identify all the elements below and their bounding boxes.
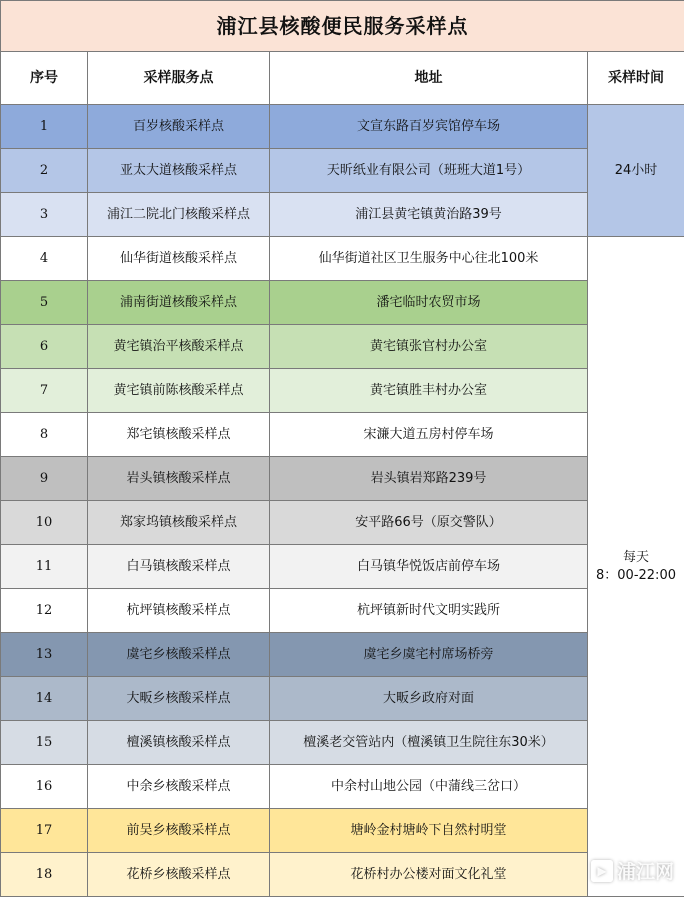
row-number: 16	[1, 765, 88, 809]
table-row	[1, 589, 684, 633]
row-address: 白马镇华悦饭店前停车场	[270, 545, 588, 589]
row-site-name: 仙华街道核酸采样点	[88, 237, 270, 281]
row-site-name: 黄宅镇治平核酸采样点	[88, 325, 270, 369]
table-row	[1, 281, 684, 325]
table-row	[1, 721, 684, 765]
table-row	[1, 413, 684, 457]
play-icon: ▶	[591, 860, 613, 882]
time-line-2: 8：00-22:00	[588, 567, 684, 585]
table-row	[1, 105, 684, 149]
row-address: 潘宅临时农贸市场	[270, 281, 588, 325]
row-address: 黄宅镇胜丰村办公室	[270, 369, 588, 413]
row-address: 虞宅乡虞宅村席场桥旁	[270, 633, 588, 677]
row-number: 2	[1, 149, 88, 193]
header-number: 序号	[1, 52, 88, 105]
table-row	[1, 369, 684, 413]
row-site-name: 浦江二院北门核酸采样点	[88, 193, 270, 237]
row-site-name: 岩头镇核酸采样点	[88, 457, 270, 501]
row-number: 9	[1, 457, 88, 501]
row-site-name: 黄宅镇前陈核酸采样点	[88, 369, 270, 413]
row-address: 杭坪镇新时代文明实践所	[270, 589, 588, 633]
time-cell	[588, 105, 684, 237]
row-address: 中余村山地公园（中蒲线三岔口）	[270, 765, 588, 809]
row-address: 文宣东路百岁宾馆停车场	[270, 105, 588, 149]
table-row	[1, 677, 684, 721]
row-address: 浦江县黄宅镇黄治路39号	[270, 193, 588, 237]
row-number: 17	[1, 809, 88, 853]
row-address: 宋濂大道五房村停车场	[270, 413, 588, 457]
row-number: 7	[1, 369, 88, 413]
table-row	[1, 325, 684, 369]
row-address: 黄宅镇张官村办公室	[270, 325, 588, 369]
row-site-name: 浦南街道核酸采样点	[88, 281, 270, 325]
row-site-name: 檀溪镇核酸采样点	[88, 721, 270, 765]
row-site-name: 花桥乡核酸采样点	[88, 853, 270, 897]
time-text: 24小时	[615, 163, 658, 178]
row-site-name: 杭坪镇核酸采样点	[88, 589, 270, 633]
time-cell	[588, 237, 684, 897]
row-site-name: 郑宅镇核酸采样点	[88, 413, 270, 457]
row-address: 天昕纸业有限公司（班班大道1号）	[270, 149, 588, 193]
time-line-1: 每天	[588, 549, 684, 567]
row-site-name: 百岁核酸采样点	[88, 105, 270, 149]
row-site-name: 白马镇核酸采样点	[88, 545, 270, 589]
row-number: 4	[1, 237, 88, 281]
row-number: 11	[1, 545, 88, 589]
row-address: 檀溪老交管站内（檀溪镇卫生院往东30米）	[270, 721, 588, 765]
row-site-name: 大畈乡核酸采样点	[88, 677, 270, 721]
row-number: 13	[1, 633, 88, 677]
row-number: 3	[1, 193, 88, 237]
row-number: 1	[1, 105, 88, 149]
table-row	[1, 193, 684, 237]
header-site: 采样服务点	[88, 52, 270, 105]
watermark	[591, 857, 674, 884]
row-address: 岩头镇岩郑路239号	[270, 457, 588, 501]
header-address: 地址	[270, 52, 588, 105]
row-address: 仙华街道社区卫生服务中心往北100米	[270, 237, 588, 281]
row-number: 15	[1, 721, 88, 765]
table-row	[1, 237, 684, 281]
header-time: 采样时间	[588, 52, 684, 105]
table-row	[1, 545, 684, 589]
table-title: 浦江县核酸便民服务采样点	[1, 1, 684, 52]
table-row	[1, 809, 684, 853]
table-row	[1, 501, 684, 545]
row-site-name: 郑家坞镇核酸采样点	[88, 501, 270, 545]
row-site-name: 中余乡核酸采样点	[88, 765, 270, 809]
watermark-text: 浦江网	[617, 857, 674, 884]
table-row	[1, 633, 684, 677]
row-number: 18	[1, 853, 88, 897]
row-site-name: 前吴乡核酸采样点	[88, 809, 270, 853]
row-number: 10	[1, 501, 88, 545]
table-row	[1, 765, 684, 809]
row-number: 5	[1, 281, 88, 325]
row-address: 塘岭金村塘岭下自然村明堂	[270, 809, 588, 853]
table-row	[1, 853, 684, 897]
table-row	[1, 457, 684, 501]
row-site-name: 亚太大道核酸采样点	[88, 149, 270, 193]
row-site-name: 虞宅乡核酸采样点	[88, 633, 270, 677]
row-address: 花桥村办公楼对面文化礼堂	[270, 853, 588, 897]
row-number: 6	[1, 325, 88, 369]
row-number: 12	[1, 589, 88, 633]
table-row	[1, 149, 684, 193]
row-number: 14	[1, 677, 88, 721]
row-address: 安平路66号（原交警队）	[270, 501, 588, 545]
row-address: 大畈乡政府对面	[270, 677, 588, 721]
table-body	[1, 105, 684, 897]
row-number: 8	[1, 413, 88, 457]
